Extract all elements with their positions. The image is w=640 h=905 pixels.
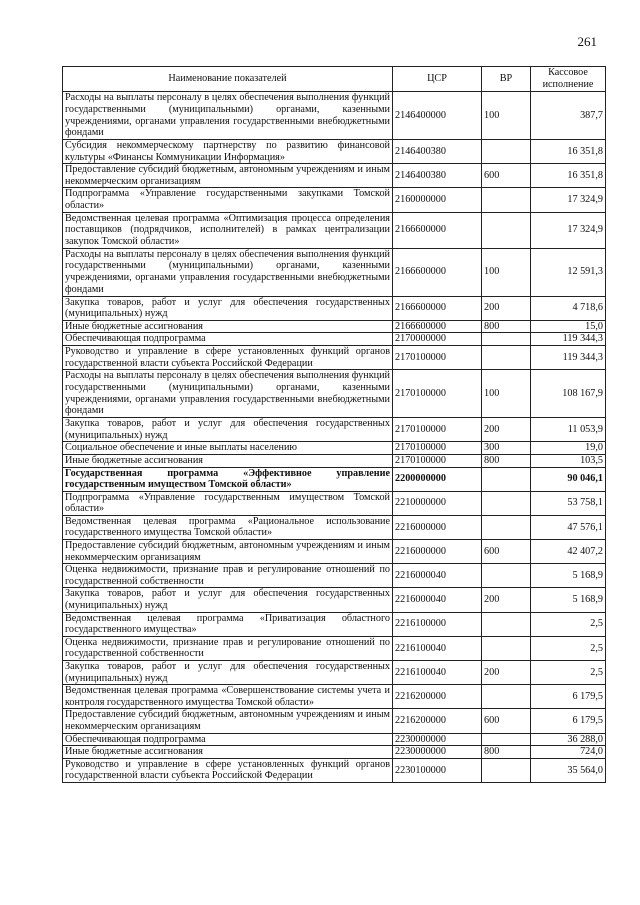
table-row bbox=[63, 491, 606, 515]
row-vr bbox=[482, 515, 531, 539]
row-code: 2210000000 bbox=[393, 491, 482, 515]
row-sum: 35 564,0 bbox=[531, 758, 606, 782]
row-name: Расходы на выплаты персоналу в целях обеспечения выполнения функций государственными (муниципальными) органами, казенными учреждениями, органами управления государственными внебюджетными фондами bbox=[63, 248, 393, 296]
row-name: Обеспечивающая подпрограмма bbox=[63, 733, 393, 746]
row-sum: 108 167,9 bbox=[531, 370, 606, 418]
row-vr bbox=[482, 612, 531, 636]
table-row bbox=[63, 296, 606, 320]
table-header-row bbox=[63, 67, 606, 92]
row-code: 2216000000 bbox=[393, 515, 482, 539]
row-vr: 800 bbox=[482, 454, 531, 467]
table-body bbox=[63, 92, 606, 783]
row-code: 2230100000 bbox=[393, 758, 482, 782]
row-code: 2170100000 bbox=[393, 370, 482, 418]
row-name: Закупка товаров, работ и услуг для обеспечения государственных (муниципальных) нужд bbox=[63, 418, 393, 442]
row-name: Закупка товаров, работ и услуг для обеспечения государственных (муниципальных) нужд bbox=[63, 588, 393, 612]
row-sum: 103,5 bbox=[531, 454, 606, 467]
row-name: Ведомственная целевая программа «Приватизация областного государственного имущества» bbox=[63, 612, 393, 636]
row-name: Иные бюджетные ассигнования bbox=[63, 454, 393, 467]
row-code: 2170000000 bbox=[393, 333, 482, 346]
table-row bbox=[63, 758, 606, 782]
row-vr: 800 bbox=[482, 320, 531, 333]
row-sum: 11 053,9 bbox=[531, 418, 606, 442]
row-vr bbox=[482, 345, 531, 369]
row-vr bbox=[482, 685, 531, 709]
table-row bbox=[63, 212, 606, 248]
row-name: Расходы на выплаты персоналу в целях обеспечения выполнения функций государственными (муниципальными) органами, казенными учреждениями, органами управления государственными внебюджетными фондами bbox=[63, 370, 393, 418]
table-row bbox=[63, 140, 606, 164]
row-code: 2216100000 bbox=[393, 612, 482, 636]
row-code: 2216200000 bbox=[393, 709, 482, 733]
row-vr bbox=[482, 140, 531, 164]
row-code: 2230000000 bbox=[393, 733, 482, 746]
row-sum: 5 168,9 bbox=[531, 564, 606, 588]
row-name: Социальное обеспечение и иные выплаты населению bbox=[63, 442, 393, 455]
page-number: 261 bbox=[577, 34, 597, 49]
table-row bbox=[63, 540, 606, 564]
row-sum: 6 179,5 bbox=[531, 685, 606, 709]
table-row bbox=[63, 746, 606, 759]
row-name: Руководство и управление в сфере установленных функций органов государственной власти субъекта Российской Федерации bbox=[63, 345, 393, 369]
row-vr bbox=[482, 212, 531, 248]
row-vr: 200 bbox=[482, 418, 531, 442]
row-name: Обеспечивающая подпрограмма bbox=[63, 333, 393, 346]
header-code: ЦСР bbox=[393, 67, 482, 92]
table-row bbox=[63, 612, 606, 636]
table-row bbox=[63, 515, 606, 539]
table-row bbox=[63, 733, 606, 746]
row-name: Оценка недвижимости, признание прав и регулирование отношений по государственной собственности bbox=[63, 564, 393, 588]
row-sum: 724,0 bbox=[531, 746, 606, 759]
row-vr: 600 bbox=[482, 540, 531, 564]
row-code: 2216100040 bbox=[393, 661, 482, 685]
row-vr: 100 bbox=[482, 248, 531, 296]
row-sum: 2,5 bbox=[531, 661, 606, 685]
row-code: 2166600000 bbox=[393, 212, 482, 248]
row-vr bbox=[482, 467, 531, 491]
table-row bbox=[63, 709, 606, 733]
table-row bbox=[63, 442, 606, 455]
row-name: Предоставление субсидий бюджетным, автономным учреждениям и иным некоммерческим организациям bbox=[63, 164, 393, 188]
row-sum: 2,5 bbox=[531, 636, 606, 660]
row-sum: 119 344,3 bbox=[531, 333, 606, 346]
row-name: Государственная программа «Эффективное управление государственным имуществом Томской области» bbox=[63, 467, 393, 491]
row-sum: 2,5 bbox=[531, 612, 606, 636]
table-row bbox=[63, 370, 606, 418]
table-row bbox=[63, 564, 606, 588]
row-code: 2170100000 bbox=[393, 454, 482, 467]
row-code: 2216000040 bbox=[393, 564, 482, 588]
table-row bbox=[63, 188, 606, 212]
row-code: 2166600000 bbox=[393, 248, 482, 296]
row-vr bbox=[482, 333, 531, 346]
row-name: Подпрограмма «Управление государственным имуществом Томской области» bbox=[63, 491, 393, 515]
header-name: Наименование показателей bbox=[63, 67, 393, 92]
row-code: 2216000000 bbox=[393, 540, 482, 564]
row-vr: 100 bbox=[482, 370, 531, 418]
row-code: 2146400000 bbox=[393, 92, 482, 140]
row-sum: 42 407,2 bbox=[531, 540, 606, 564]
table-row bbox=[63, 248, 606, 296]
row-vr: 200 bbox=[482, 588, 531, 612]
row-code: 2216200000 bbox=[393, 685, 482, 709]
row-code: 2146400380 bbox=[393, 164, 482, 188]
row-vr: 200 bbox=[482, 296, 531, 320]
row-vr bbox=[482, 491, 531, 515]
row-code: 2166600000 bbox=[393, 296, 482, 320]
header-sum: Кассовое исполнение bbox=[531, 67, 606, 92]
row-name: Закупка товаров, работ и услуг для обеспечения государственных (муниципальных) нужд bbox=[63, 661, 393, 685]
row-vr bbox=[482, 564, 531, 588]
header-vr: ВР bbox=[482, 67, 531, 92]
row-sum: 6 179,5 bbox=[531, 709, 606, 733]
row-name: Иные бюджетные ассигнования bbox=[63, 320, 393, 333]
row-sum: 90 046,1 bbox=[531, 467, 606, 491]
row-vr: 800 bbox=[482, 746, 531, 759]
row-code: 2216000040 bbox=[393, 588, 482, 612]
row-name: Ведомственная целевая программа «Оптимизация процесса определения поставщиков (подрядчиков, исполнителей) в рамках централизации закупок Томской области» bbox=[63, 212, 393, 248]
row-sum: 53 758,1 bbox=[531, 491, 606, 515]
table-row bbox=[63, 661, 606, 685]
row-vr bbox=[482, 733, 531, 746]
row-sum: 47 576,1 bbox=[531, 515, 606, 539]
row-sum: 16 351,8 bbox=[531, 140, 606, 164]
row-code: 2170100000 bbox=[393, 345, 482, 369]
row-code: 2170100000 bbox=[393, 418, 482, 442]
row-code: 2170100000 bbox=[393, 442, 482, 455]
row-name: Ведомственная целевая программа «Рациональное использование государственного имущества Томской области» bbox=[63, 515, 393, 539]
table-row bbox=[63, 685, 606, 709]
table-row bbox=[63, 320, 606, 333]
row-vr bbox=[482, 636, 531, 660]
budget-table bbox=[62, 66, 606, 783]
row-code: 2166600000 bbox=[393, 320, 482, 333]
row-name: Предоставление субсидий бюджетным, автономным учреждениям и иным некоммерческим организациям bbox=[63, 540, 393, 564]
row-name: Подпрограмма «Управление государственными закупками Томской области» bbox=[63, 188, 393, 212]
row-vr: 300 bbox=[482, 442, 531, 455]
row-sum: 12 591,3 bbox=[531, 248, 606, 296]
row-sum: 19,0 bbox=[531, 442, 606, 455]
row-name: Ведомственная целевая программа «Совершенствование системы учета и контроля государственного имущества Томской области» bbox=[63, 685, 393, 709]
row-sum: 119 344,3 bbox=[531, 345, 606, 369]
row-sum: 4 718,6 bbox=[531, 296, 606, 320]
row-vr: 600 bbox=[482, 709, 531, 733]
row-sum: 17 324,9 bbox=[531, 188, 606, 212]
table-row bbox=[63, 345, 606, 369]
row-name: Руководство и управление в сфере установленных функций органов государственной власти субъекта Российской Федерации bbox=[63, 758, 393, 782]
row-vr bbox=[482, 188, 531, 212]
row-vr: 200 bbox=[482, 661, 531, 685]
row-name: Субсидия некоммерческому партнерству по развитию финансовой культуры «Финансы Коммуникации Информация» bbox=[63, 140, 393, 164]
row-code: 2230000000 bbox=[393, 746, 482, 759]
table-row bbox=[63, 92, 606, 140]
row-sum: 387,7 bbox=[531, 92, 606, 140]
row-sum: 36 288,0 bbox=[531, 733, 606, 746]
row-vr: 600 bbox=[482, 164, 531, 188]
row-name: Расходы на выплаты персоналу в целях обеспечения выполнения функций государственными (муниципальными) органами, казенными учреждениями, органами управления государственными внебюджетными фондами bbox=[63, 92, 393, 140]
table-row bbox=[63, 636, 606, 660]
row-code: 2216100040 bbox=[393, 636, 482, 660]
row-code: 2160000000 bbox=[393, 188, 482, 212]
row-sum: 15,0 bbox=[531, 320, 606, 333]
row-sum: 5 168,9 bbox=[531, 588, 606, 612]
row-name: Оценка недвижимости, признание прав и регулирование отношений по государственной собственности bbox=[63, 636, 393, 660]
table-row bbox=[63, 467, 606, 491]
table-row bbox=[63, 454, 606, 467]
row-vr: 100 bbox=[482, 92, 531, 140]
row-code: 2146400380 bbox=[393, 140, 482, 164]
table-row bbox=[63, 164, 606, 188]
table-row bbox=[63, 418, 606, 442]
table-row bbox=[63, 588, 606, 612]
row-code: 2200000000 bbox=[393, 467, 482, 491]
row-name: Закупка товаров, работ и услуг для обеспечения государственных (муниципальных) нужд bbox=[63, 296, 393, 320]
row-name: Иные бюджетные ассигнования bbox=[63, 746, 393, 759]
row-name: Предоставление субсидий бюджетным, автономным учреждениям и иным некоммерческим организациям bbox=[63, 709, 393, 733]
row-vr bbox=[482, 758, 531, 782]
row-sum: 16 351,8 bbox=[531, 164, 606, 188]
table-row bbox=[63, 333, 606, 346]
row-sum: 17 324,9 bbox=[531, 212, 606, 248]
